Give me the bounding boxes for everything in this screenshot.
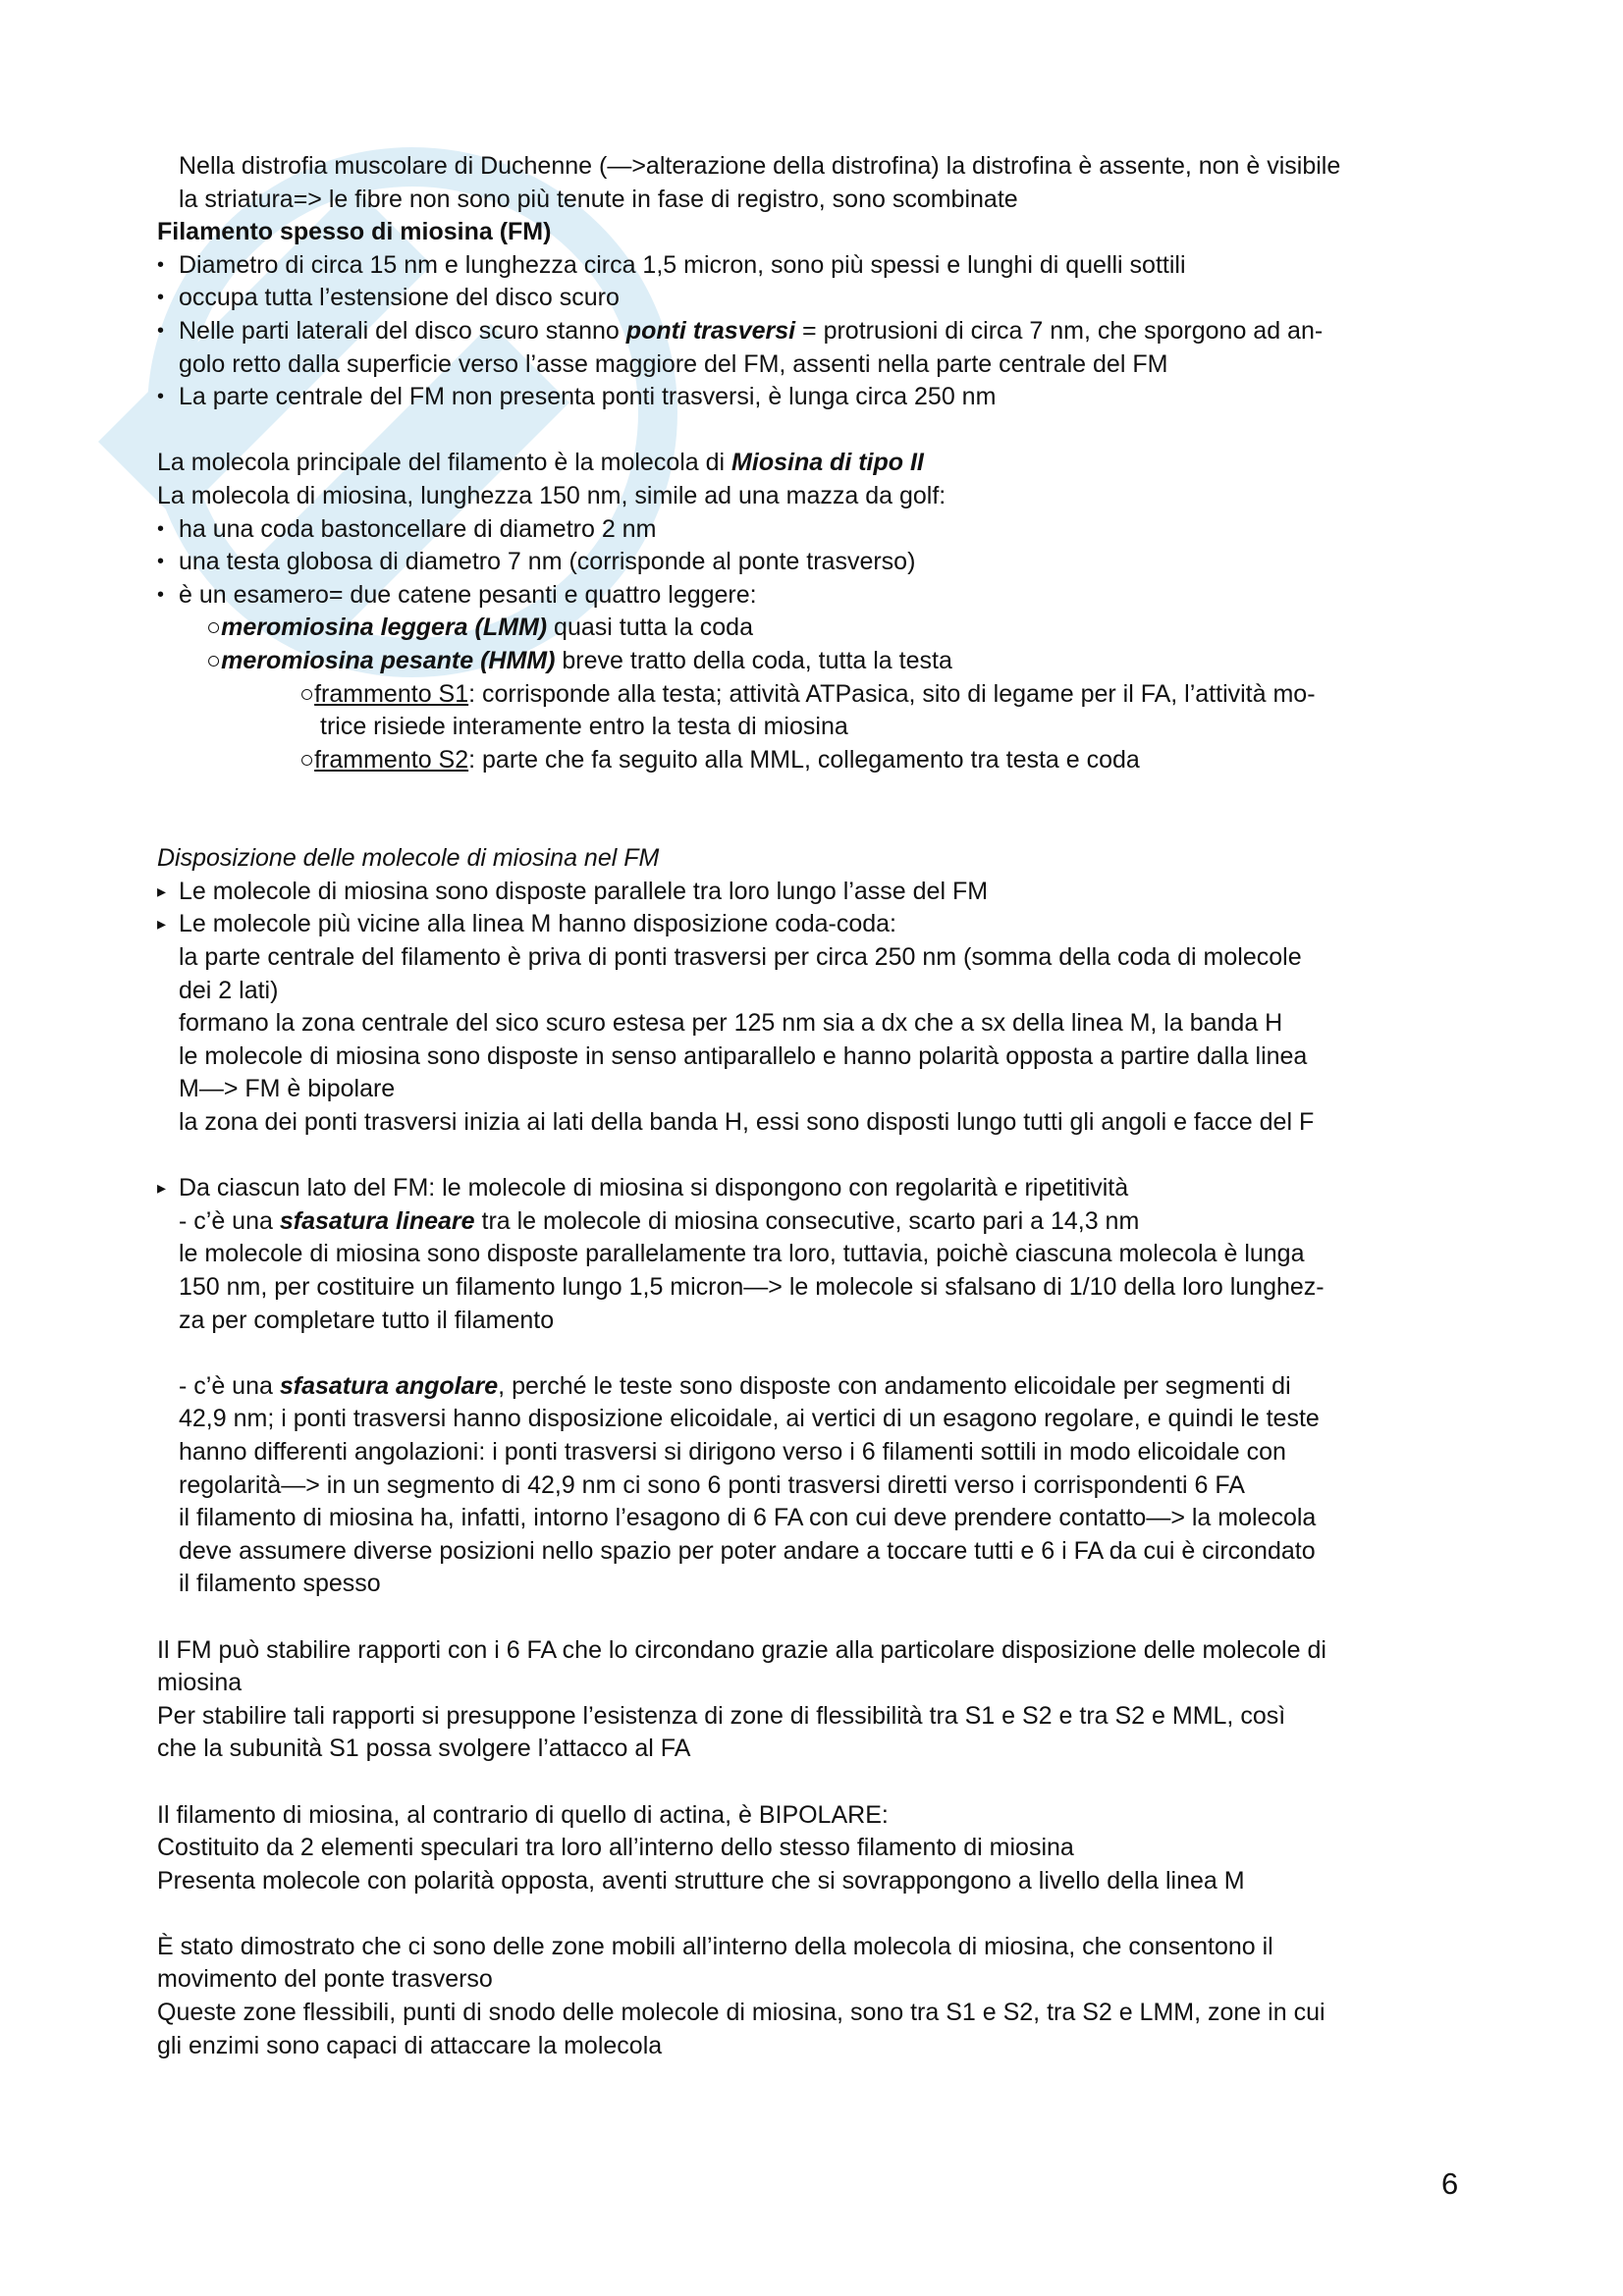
text-line: trice risiede interamente entro la testa di miosina [320,713,848,741]
text-line: Costituito da 2 elementi speculari tra loro all’interno dello stesso filamento di miosina [157,1834,1074,1862]
text-line: dei 2 lati) [179,976,279,1004]
text-line: Il FM può stabilire rapporti con i 6 FA che lo circondano grazie alla particolare disposizione delle molecole di [157,1635,1326,1664]
text-line: La molecola di miosina, lunghezza 150 nm, simile ad una mazza da golf: [157,481,947,509]
text-line: za per completare tutto il filamento [179,1306,555,1334]
page-number: 6 [1441,2166,1459,2201]
text-line: le molecole di miosina sono disposte in senso antiparallelo e hanno polarità opposta a partire dalla linea [179,1041,1308,1070]
triangle-item: ▸ Da ciascun lato del FM: le molecole di miosina si dispongono con regolarità e ripetitività [157,1172,1483,1205]
bullet-item: • La parte centrale del FM non presenta ponti trasversi, è lunga circa 250 nm [157,381,1483,414]
sub-sub-item: ○frammento S2: parte che fa seguito alla MML, collegamento tra testa e coda [299,745,1140,774]
sub-item: ○meromiosina leggera (LMM) quasi tutta la coda [206,614,753,642]
text-line: che la subunità S1 possa svolgere l’attacco al FA [157,1735,691,1763]
text-line: il filamento di miosina ha, infatti, intorno l’esagono di 6 FA con cui deve prendere contatto—> la molecola [179,1504,1317,1532]
triangle-item: ▸ Le molecole di miosina sono disposte parallele tra loro lungo l’asse del FM [157,876,1483,909]
text-line: hanno differenti angolazioni: i ponti trasversi si dirigono verso i 6 filamenti sottili in modo elicoidale con [179,1437,1286,1466]
text-line: gli enzimi sono capaci di attaccare la molecola [157,2031,663,2059]
triangle-item: ▸ Le molecole più vicine alla linea M hanno disposizione coda-coda: [157,908,1483,941]
bullet-item: • una testa globosa di diametro 7 nm (corrisponde al ponte trasverso) [157,546,1483,579]
text-line: il filamento spesso [179,1570,381,1598]
text-line: Il filamento di miosina, al contrario di quello di actina, è BIPOLARE: [157,1800,889,1829]
section-heading: Disposizione delle molecole di miosina nel FM [157,844,660,873]
text-line: Queste zone flessibili, punti di snodo delle molecole di miosina, sono tra S1 e S2, tra S2 e LMM, zone in cui [157,1999,1325,2027]
text-line: la zona dei ponti trasversi inizia ai lati della banda H, essi sono disposti lungo tutti gli angoli e facce del F [179,1108,1315,1137]
text-line: la striatura=> le fibre non sono più tenute in fase di registro, sono scombinate [179,185,1018,213]
sub-sub-item: ○frammento S1: corrisponde alla testa; attività ATPasica, sito di legame per il FA, l’attività mo- [299,679,1316,708]
text-line: Nella distrofia muscolare di Duchenne (—>alterazione della distrofina) la distrofina è assente, non è visibile [179,152,1341,180]
bullet-item: • è un esamero= due catene pesanti e quattro leggere: [157,579,1483,613]
bullet-item: • occupa tutta l’estensione del disco scuro [157,282,1483,315]
bullet-item: • Nelle parti laterali del disco scuro stanno ponti trasversi = protrusioni di circa 7 nm, che sporgono ad an- [157,315,1483,348]
sub-item: ○meromiosina pesante (HMM) breve tratto della coda, tutta la testa [206,646,952,674]
text-line: regolarità—> in un segmento di 42,9 nm ci sono 6 ponti trasversi diretti verso i corrispondenti 6 FA [179,1470,1245,1499]
bullet-item: • Diametro di circa 15 nm e lunghezza circa 1,5 micron, sono più spessi e lunghi di quelli sottili [157,249,1483,283]
section-heading: Filamento spesso di miosina (FM) [157,218,552,246]
text-line: 42,9 nm; i ponti trasversi hanno disposizione elicoidale, ai vertici di un esagono regolare, e quindi le teste [179,1405,1320,1433]
text-line: la parte centrale del filamento è priva di ponti trasversi per circa 250 nm (somma della coda di molecole [179,943,1302,972]
text-line: 150 nm, per costituire un filamento lungo 1,5 micron—> le molecole si sfalsano di 1/10 della loro lunghez- [179,1273,1325,1301]
text-line: M—> FM è bipolare [179,1075,396,1103]
text-line: Per stabilire tali rapporti si presuppone l’esistenza di zone di flessibilità tra S1 e S2 e tra S2 e MML, così [157,1701,1286,1730]
text-line: - c’è una sfasatura angolare, perché le teste sono disposte con andamento elicoidale per segmenti di [179,1371,1291,1400]
text-line: movimento del ponte trasverso [157,1965,493,1994]
document-body [157,150,1483,2062]
text-line: formano la zona centrale del sico scuro estesa per 125 nm sia a dx che a sx della linea M, la banda H [179,1009,1283,1038]
text-line: deve assumere diverse posizioni nello spazio per poter andare a toccare tutti e 6 i FA da cui è circondato [179,1536,1316,1565]
text-line: le molecole di miosina sono disposte parallelamente tra loro, tuttavia, poichè ciascuna molecola è lunga [179,1240,1305,1268]
text-line: miosina [157,1669,243,1697]
bullet-item: • ha una coda bastoncellare di diametro 2 nm [157,513,1483,547]
text-line: golo retto dalla superficie verso l’asse maggiore del FM, assenti nella parte centrale del FM [179,349,1168,378]
text-line: Presenta molecole con polarità opposta, aventi strutture che si sovrappongono a livello della linea M [157,1866,1245,1895]
text-line: È stato dimostrato che ci sono delle zone mobili all’interno della molecola di miosina, che consentono il [157,1932,1273,1960]
text-line: - c’è una sfasatura lineare tra le molecole di miosina consecutive, scarto pari a 14,3 nm [179,1206,1140,1235]
text-line: La molecola principale del filamento è la molecola di Miosina di tipo II [157,449,924,477]
